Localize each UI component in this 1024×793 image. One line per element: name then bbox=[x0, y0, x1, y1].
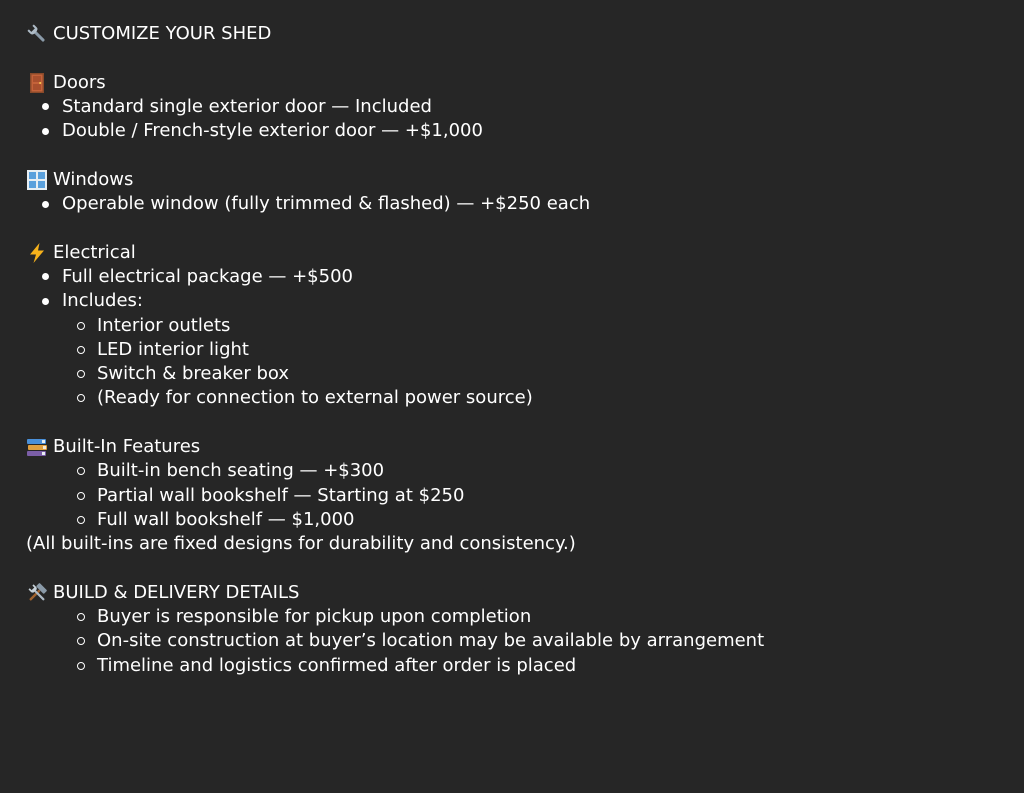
list-item: Operable window (fully trimmed & flashed) — +$250 each bbox=[26, 192, 1006, 216]
lightning-icon bbox=[26, 242, 48, 264]
list-item: Full electrical package — +$500 bbox=[26, 265, 1006, 289]
builtins-heading bbox=[26, 435, 1006, 459]
window-icon bbox=[26, 169, 48, 191]
wrench-icon bbox=[26, 23, 48, 45]
windows-heading bbox=[26, 168, 1006, 192]
electrical-title: Electrical bbox=[53, 241, 136, 263]
list-item: Buyer is responsible for pickup upon completion bbox=[26, 605, 1006, 629]
windows-title: Windows bbox=[53, 168, 134, 190]
door-icon bbox=[26, 72, 48, 94]
list-item: Includes: bbox=[26, 289, 1006, 313]
hammer-wrench-icon bbox=[26, 582, 48, 604]
delivery-heading bbox=[26, 581, 1006, 605]
customize-heading bbox=[26, 22, 1006, 46]
customize-title: CUSTOMIZE YOUR SHED bbox=[53, 23, 272, 44]
list-item: On-site construction at buyer’s location may be available by arrangement bbox=[26, 629, 1006, 653]
books-icon bbox=[26, 436, 48, 458]
list-item: Built-in bench seating — +$300 bbox=[26, 459, 1006, 483]
doors-title: Doors bbox=[53, 71, 106, 93]
list-item: Interior outlets bbox=[26, 314, 1006, 338]
electrical-heading bbox=[26, 241, 1006, 265]
list-item: Full wall bookshelf — $1,000 bbox=[26, 508, 1006, 532]
builtins-note: (All built-ins are fixed designs for durability and consistency.) bbox=[26, 533, 576, 555]
list-item: Timeline and logistics confirmed after order is placed bbox=[26, 654, 1006, 678]
shed-options-document bbox=[26, 22, 1006, 678]
doors-heading bbox=[26, 71, 1006, 95]
list-item: Partial wall bookshelf — Starting at $250 bbox=[26, 484, 1006, 508]
list-item: Switch & breaker box bbox=[26, 362, 1006, 386]
list-item: Standard single exterior door — Included bbox=[26, 95, 1006, 119]
builtins-title: Built-In Features bbox=[53, 436, 201, 458]
list-item: (Ready for connection to external power source) bbox=[26, 386, 1006, 410]
delivery-title: BUILD & DELIVERY DETAILS bbox=[53, 581, 300, 603]
list-item: Double / French-style exterior door — +$1,000 bbox=[26, 119, 1006, 143]
list-item: LED interior light bbox=[26, 338, 1006, 362]
